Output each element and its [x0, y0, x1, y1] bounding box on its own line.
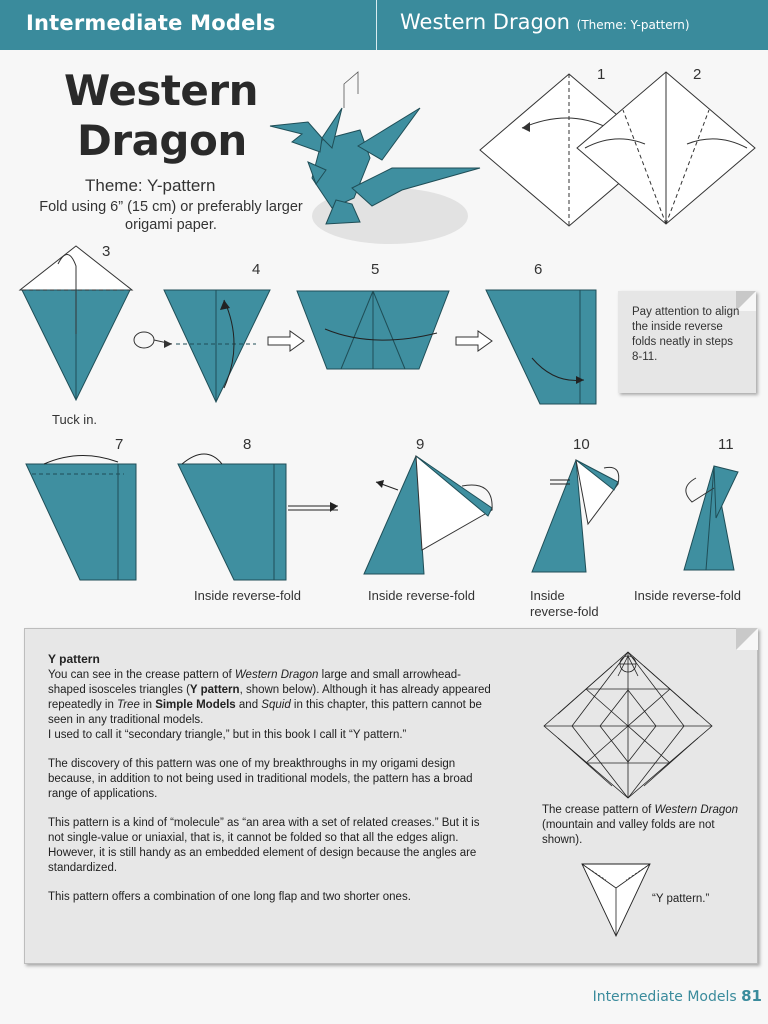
step-number: 5: [371, 261, 380, 278]
text-run: Squid: [261, 699, 291, 711]
panel-heading: Y pattern: [48, 652, 100, 666]
panel-paragraph-1b: I used to call it “secondary triangle,” but in this book I call it “Y pattern.”: [48, 729, 407, 741]
text-run: large and small arrowhead-shaped isosceles triangles (: [48, 669, 461, 696]
step-number: 2: [693, 66, 702, 83]
step-3-diagram: [18, 244, 134, 404]
panel-paragraph-3: This pattern is a kind of “molecule” as “an area with a set of related creases.” But it is not single-value or uniaxial, that is, it cannot be folded so that all the edges align. However, it is still handy as an embedded element of design because the angles are standardized.: [48, 817, 480, 874]
crease-pattern-diagram: [542, 650, 714, 800]
step-number: 7: [115, 436, 124, 453]
step-number: 6: [534, 261, 543, 278]
page-header: [0, 0, 768, 50]
footer-section: Intermediate Models: [592, 989, 737, 1005]
step-number: 11: [718, 436, 734, 453]
step-number: 10: [573, 436, 590, 453]
caption-step-9: Inside reverse-fold: [368, 588, 475, 603]
step-number: 4: [252, 261, 261, 278]
page-number: 81: [741, 987, 762, 1005]
panel-body: [48, 668, 498, 919]
theme-line: Theme: Y-pattern: [85, 176, 216, 195]
page-title: [64, 66, 274, 166]
panel-paragraph-1: [48, 668, 498, 728]
step-11-diagram: [676, 458, 742, 578]
text-run: (mountain and valley folds are not shown).: [542, 819, 715, 846]
step-4-diagram: [162, 288, 272, 406]
text-run: You can see in the crease pattern of: [48, 669, 235, 681]
step-2-diagram: [575, 70, 757, 228]
text-run: Western Dragon: [234, 669, 319, 681]
text-run: Simple Models: [155, 699, 236, 711]
step-number: 1: [597, 66, 606, 83]
model-theme: (Theme: Y-pattern): [576, 18, 690, 32]
header-divider: [376, 0, 377, 50]
section-title: Intermediate Models: [26, 11, 276, 35]
model-name: Western Dragon: [400, 10, 570, 34]
y-pattern-diagram: [580, 862, 652, 938]
text-run: and: [235, 699, 262, 711]
text-run: , shown below). Although it has already appeared repeatedly in: [48, 684, 491, 711]
caption-step-10-line-2: reverse-fold: [530, 604, 599, 619]
caption-tuck-in: Tuck in.: [52, 412, 98, 427]
caption-step-10: [530, 588, 599, 620]
caption-step-10-line-1: Inside: [530, 588, 565, 603]
note-card-text: Pay attention to align the inside reverse folds neatly in steps 8-11.: [632, 306, 740, 363]
text-run: in this chapter, this pattern cannot be seen in any traditional models.: [48, 699, 482, 726]
title-line-2: Dragon: [77, 116, 247, 165]
text-run: Y pattern: [189, 684, 240, 696]
text-run: The crease pattern of: [542, 804, 655, 816]
step-6-diagram: [484, 288, 598, 408]
page-footer: [593, 987, 762, 1005]
crease-pattern-caption: [542, 803, 742, 848]
caption-step-8: Inside reverse-fold: [194, 588, 301, 603]
text-run: Tree: [117, 699, 140, 711]
title-line-1: Western: [64, 66, 258, 115]
panel-paragraph-4: This pattern offers a combination of one long flap and two shorter ones.: [48, 891, 411, 903]
step-number: 8: [243, 436, 252, 453]
step-8-diagram: [176, 450, 346, 584]
text-run: in: [139, 699, 156, 711]
text-run: Western Dragon: [654, 804, 739, 816]
step-10-diagram: [530, 454, 626, 576]
step-7-diagram: [24, 452, 138, 582]
note-card: [618, 291, 756, 393]
y-pattern-caption: “Y pattern.”: [652, 893, 710, 905]
step-number: 3: [102, 243, 111, 260]
panel-paragraph-2: The discovery of this pattern was one of my breakthroughs in my origami design because, in addition to not being used in traditional models, the pattern has a broad range of applications.: [48, 758, 473, 800]
page-curl: [736, 628, 758, 650]
step-5-diagram: [295, 289, 451, 373]
caption-step-11: Inside reverse-fold: [634, 588, 741, 603]
dragon-model-illustration: [262, 68, 512, 248]
model-title: [400, 10, 690, 34]
step-number: 9: [416, 436, 425, 453]
step-9-diagram: [362, 450, 500, 578]
fold-note: Fold using 6” (15 cm) or preferably larger origami paper.: [39, 199, 303, 233]
